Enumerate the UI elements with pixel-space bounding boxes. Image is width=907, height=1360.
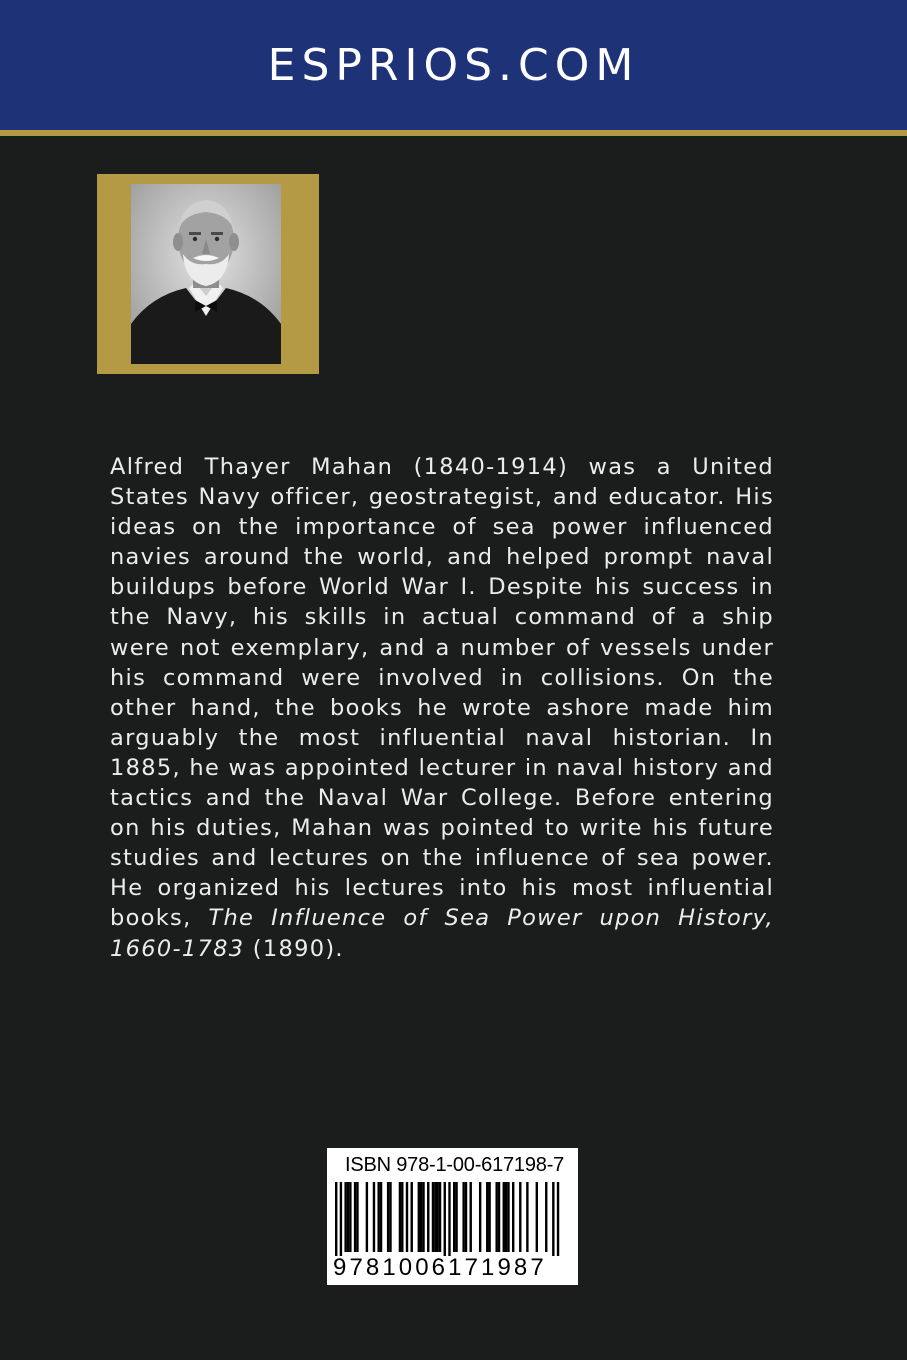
barcode-bar bbox=[507, 1182, 509, 1252]
barcode-bar bbox=[422, 1182, 424, 1252]
barcode-bar bbox=[354, 1182, 356, 1252]
barcode-bar bbox=[344, 1182, 346, 1252]
barcode-bar bbox=[387, 1182, 389, 1252]
bio-text-part2: (1890). bbox=[244, 935, 344, 962]
barcode-bar bbox=[455, 1182, 457, 1252]
barcode-bar bbox=[557, 1182, 559, 1256]
barcode-bar bbox=[377, 1182, 379, 1252]
barcode-bar bbox=[470, 1182, 472, 1252]
barcode-bar bbox=[545, 1182, 547, 1252]
barcode-bar bbox=[340, 1182, 342, 1256]
barcode-bar bbox=[401, 1182, 403, 1252]
author-biography bbox=[110, 452, 774, 964]
header-banner bbox=[0, 0, 907, 130]
portrait-frame bbox=[97, 174, 319, 374]
barcode-bar bbox=[465, 1182, 467, 1252]
barcode-bar bbox=[519, 1182, 521, 1252]
barcode-digits: 9781006171987 bbox=[333, 1254, 547, 1281]
barcode-bar bbox=[536, 1182, 538, 1252]
barcode-bar bbox=[479, 1182, 481, 1252]
barcode-bar bbox=[347, 1182, 349, 1252]
barcode-bar bbox=[552, 1182, 554, 1256]
barcode-bar bbox=[512, 1182, 514, 1252]
barcode-bar bbox=[411, 1182, 413, 1252]
barcode-bar bbox=[349, 1182, 351, 1252]
barcode-bar bbox=[444, 1182, 446, 1256]
barcode-bar bbox=[406, 1182, 408, 1252]
barcode-bar bbox=[399, 1182, 401, 1252]
barcode-bar bbox=[505, 1182, 507, 1252]
isbn-barcode-box bbox=[327, 1148, 578, 1285]
publisher-title: ESPRIOS.COM bbox=[267, 40, 640, 91]
barcode-bar bbox=[366, 1182, 368, 1252]
barcode-bar bbox=[503, 1182, 505, 1252]
barcode-bar bbox=[495, 1182, 497, 1252]
barcode-bar bbox=[335, 1182, 337, 1256]
bio-text-part1: Alfred Thayer Mahan (1840-1914) was a United States Navy officer, geostrategist, and educator. His ideas on the importance of sea power influenced navies around the world, and helped prompt naval buildups before World War I. Despite his success in the Navy, his skills in actual command of a ship were not exemplary, and a number of vessels under his command were involved in collisions. On the other hand, the books he wrote ashore made him arguably the most influential naval historian. In 1885, he was appointed lecturer in naval history and tactics and the Naval War College. Before entering on his duties, Mahan was pointed to write his future studies and lectures on the influence of sea power. He organized his lectures into his most influential books, bbox=[110, 454, 774, 932]
barcode-bar bbox=[432, 1182, 434, 1252]
isbn-label: ISBN 978-1-00-617198-7 bbox=[345, 1154, 565, 1176]
barcode-bar bbox=[427, 1182, 429, 1252]
barcode-bar bbox=[418, 1182, 420, 1252]
barcode-bar bbox=[462, 1182, 464, 1252]
barcode-bar bbox=[380, 1182, 382, 1252]
barcode-bar bbox=[453, 1182, 455, 1252]
barcode-bar bbox=[486, 1182, 488, 1252]
barcode-bar bbox=[420, 1182, 422, 1252]
barcode-bar bbox=[439, 1182, 441, 1252]
barcode-bar bbox=[436, 1182, 438, 1252]
barcode-bar bbox=[488, 1182, 490, 1252]
barcode-bar bbox=[434, 1182, 436, 1252]
author-portrait bbox=[131, 184, 281, 364]
barcode-bar bbox=[526, 1182, 528, 1252]
barcode-bar bbox=[356, 1182, 358, 1252]
barcode-bars bbox=[335, 1182, 571, 1256]
barcode-bar bbox=[498, 1182, 500, 1252]
barcode-bar bbox=[448, 1182, 450, 1256]
barcode-bar bbox=[389, 1182, 391, 1252]
bio-book-title: The Influence of Sea Power upon History, 1660-1783 bbox=[110, 905, 774, 962]
barcode-bar bbox=[373, 1182, 375, 1252]
header-gold-rule bbox=[0, 130, 907, 136]
